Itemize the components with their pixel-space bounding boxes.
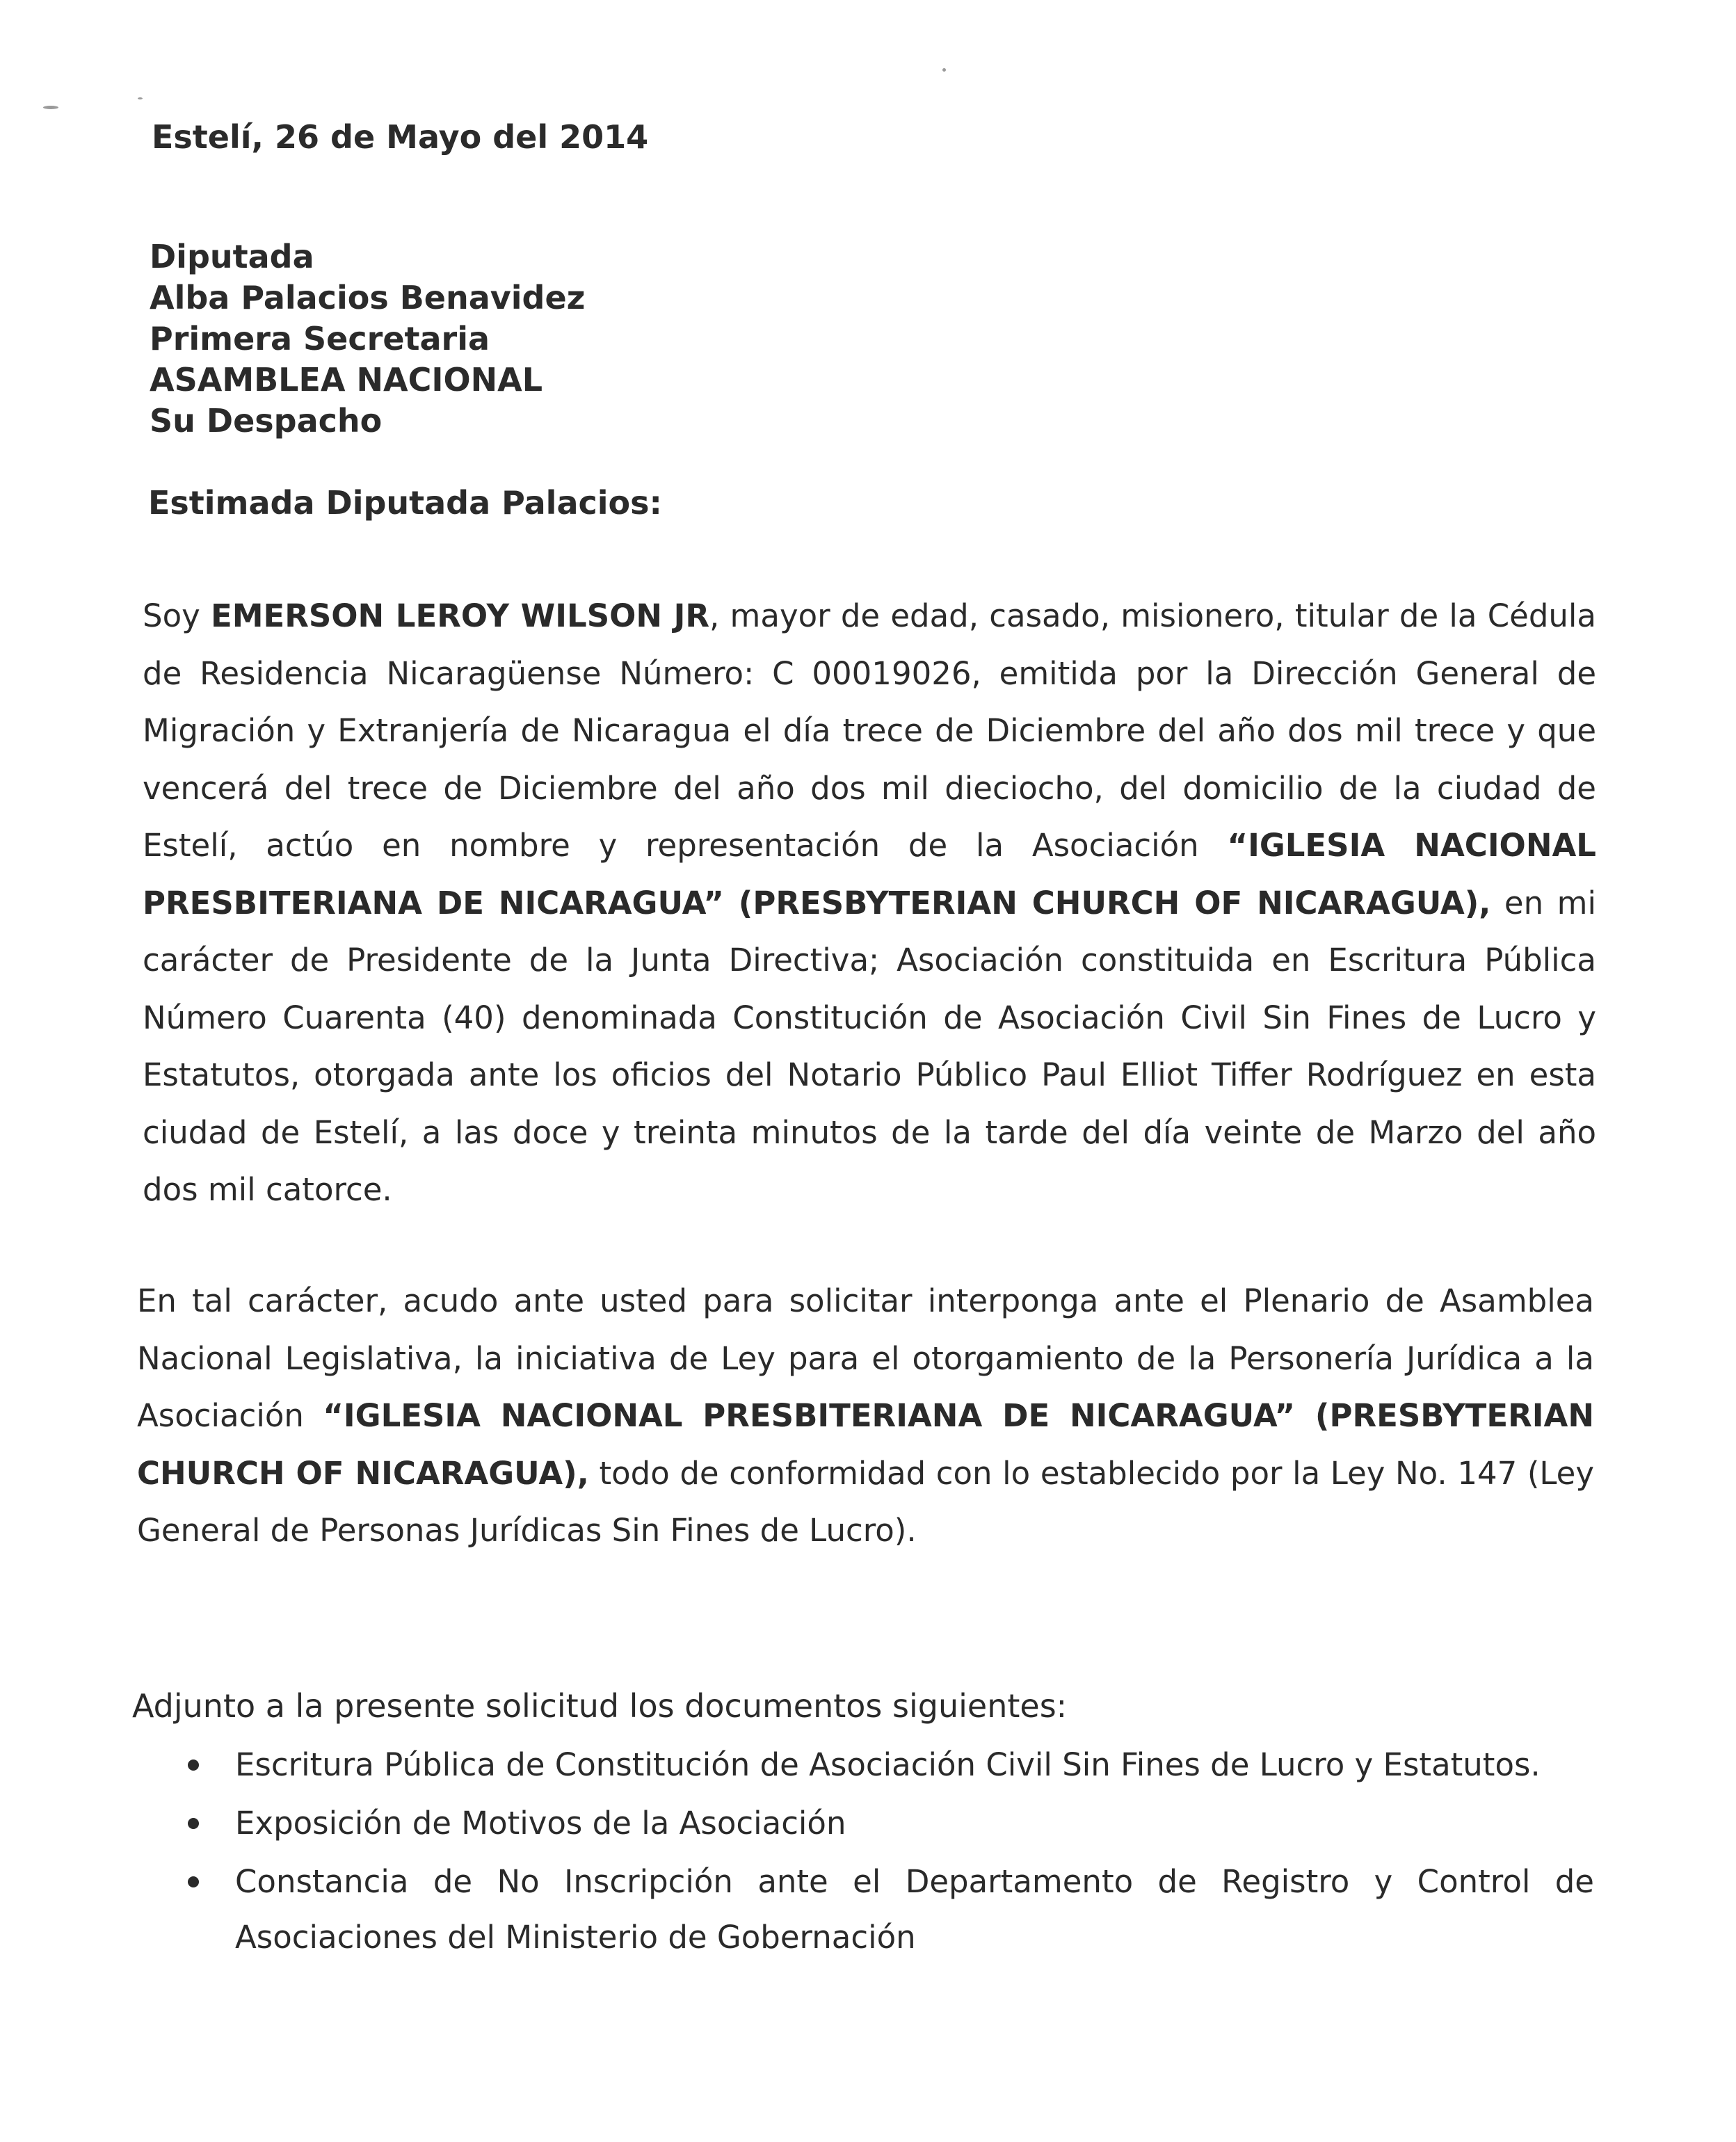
addressee-name: Alba Palacios Benavidez <box>150 279 586 316</box>
paragraph-2-text-b: todo de conformidad con lo establecido por la Ley No. 147 (Ley General de Personas Jurídicas Sin Fines de Lucro). <box>137 1454 1594 1549</box>
attachment-text: Constancia de No Inscripción ante el Departamento de Registro y Control de Asociaciones del Ministerio de Gobernación <box>235 1863 1594 1956</box>
bullet-icon <box>188 1760 199 1771</box>
paragraph-1-text-c: en mi carácter de Presidente de la Junta Directiva; Asociación constituida en Escritura Pública Número Cuarenta (40) denominada Constitución de Asociación Civil Sin Fines de Lucro y Estatutos, otorgada ante los oficios del Notario Público Paul Elliot Tiffer Rodríguez en esta ciudad de Estelí, a las doce y treinta minutos de la tarde del día veinte de Marzo del año dos mil catorce. <box>143 884 1596 1208</box>
addressee-title: Diputada <box>150 238 314 275</box>
attachment-text: Exposición de Motivos de la Asociación <box>235 1805 846 1842</box>
scan-speck <box>942 68 946 72</box>
paragraph-2-text-a: En tal carácter, acudo ante usted para solicitar interponga ante el Plenario de Asamblea Nacional Legislativa, la iniciativa de Ley para el otorgamiento de la Personería Jurídica a la Asociación <box>137 1282 1594 1434</box>
bullet-icon <box>188 1818 199 1829</box>
body-paragraph-1 <box>143 588 1596 1219</box>
body-paragraph-2 <box>137 1273 1594 1560</box>
salutation: Estimada Diputada Palacios: <box>148 484 662 522</box>
bullet-icon <box>188 1876 199 1887</box>
addressee-institution: ASAMBLEA NACIONAL <box>150 361 543 398</box>
letter-date: Estelí, 26 de Mayo del 2014 <box>152 118 649 156</box>
addressee-office: Su Despacho <box>150 402 383 440</box>
list-item <box>174 1854 1594 1965</box>
organization-name: “IGLESIA NACIONAL PRESBITERIANA DE NICARAGUA” (PRESBYTERIAN CHURCH OF NICARAGUA), <box>137 1397 1594 1492</box>
scan-speck <box>138 97 143 99</box>
attachments-intro: Adjunto a la presente solicitud los documentos siguientes: <box>132 1687 1068 1725</box>
scan-speck <box>43 106 58 109</box>
paragraph-1-text-a: Soy <box>143 597 211 634</box>
paragraph-1-text-b: , mayor de edad, casado, misionero, titular de la Cédula de Residencia Nicaragüense Número: C 00019026, emitida por la Dirección General de Migración y Extranjería de Nicaragua el día trece de Diciembre del año dos mil trece y que vencerá del trece de Diciembre del año dos mil dieciocho, del domicilio de la ciudad de Estelí, actúo en nombre y representación de la Asociación <box>143 597 1596 864</box>
list-item <box>174 1737 1594 1793</box>
applicant-name: EMERSON LEROY WILSON JR <box>210 597 710 634</box>
addressee-block <box>150 236 585 442</box>
organization-name: “IGLESIA NACIONAL PRESBITERIANA DE NICARAGUA” (PRESBYTERIAN CHURCH OF NICARAGUA), <box>143 827 1596 921</box>
list-item <box>174 1796 1594 1851</box>
attachments-list <box>174 1737 1594 1968</box>
addressee-position: Primera Secretaria <box>150 320 490 357</box>
attachment-text: Escritura Pública de Constitución de Asociación Civil Sin Fines de Lucro y Estatutos. <box>235 1746 1541 1783</box>
